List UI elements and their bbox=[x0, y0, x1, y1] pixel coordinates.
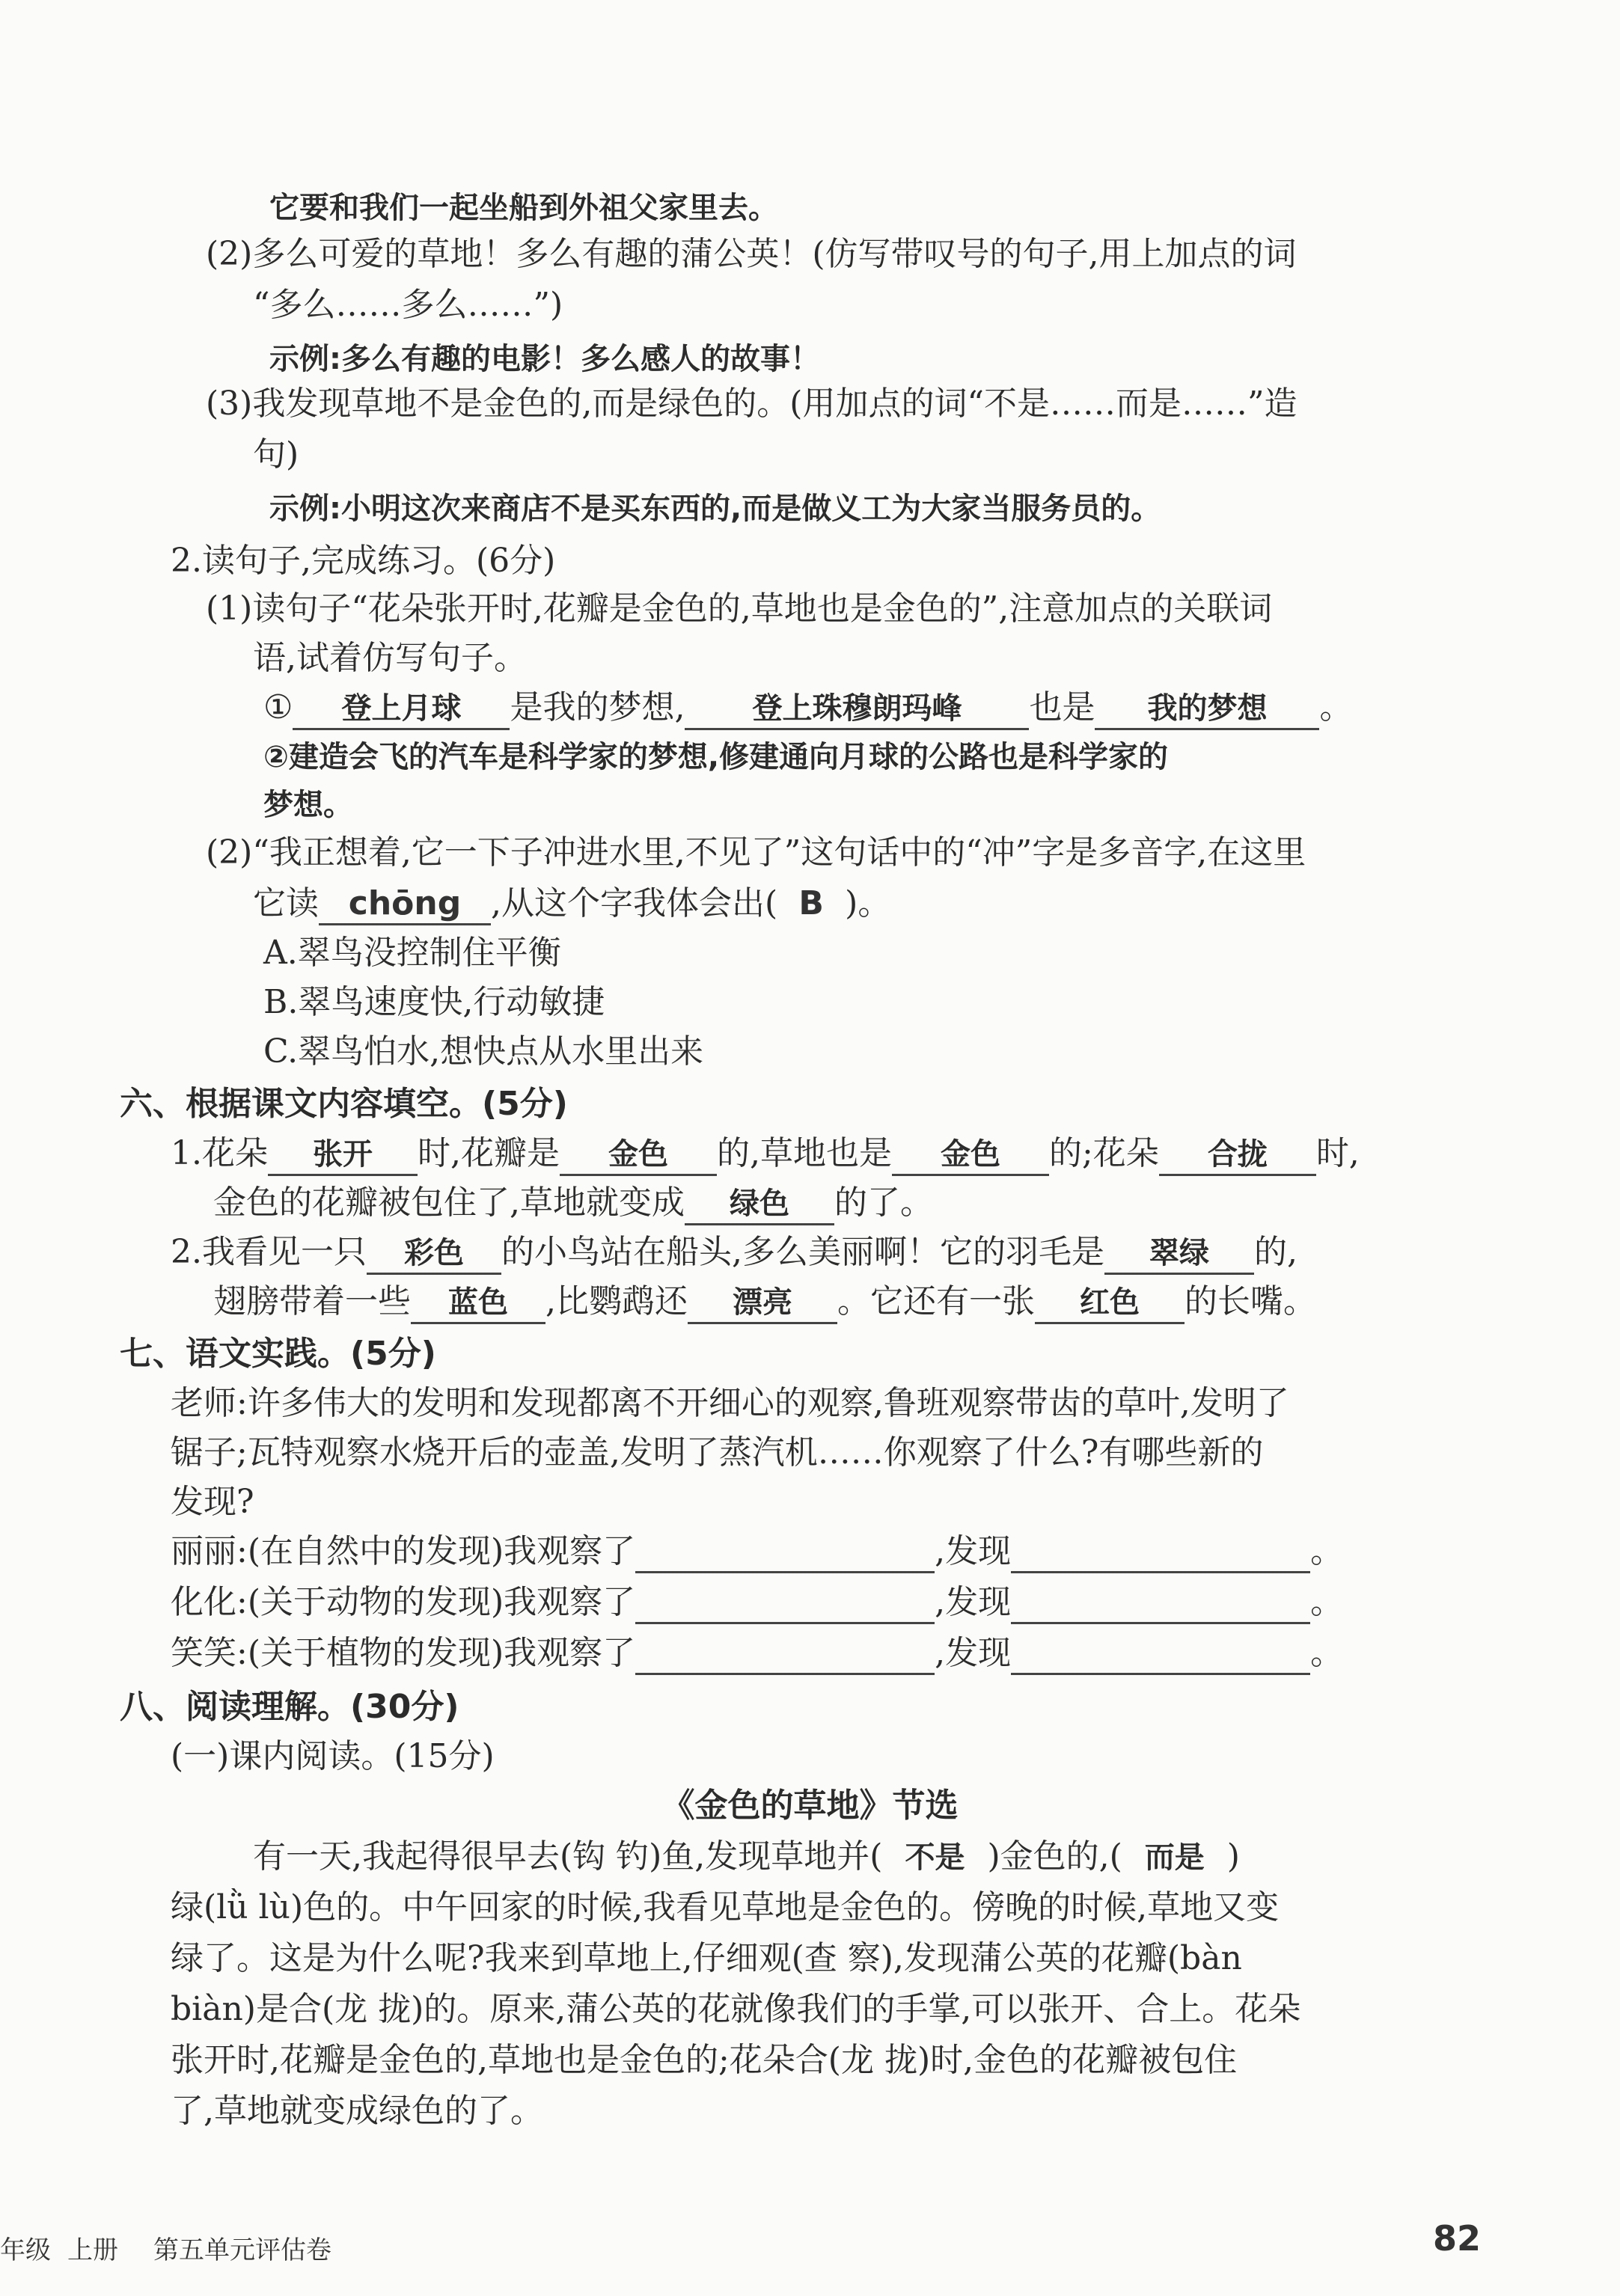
fill-mid2: 也是 bbox=[1029, 688, 1095, 726]
blank-helong: 合拢 bbox=[1159, 1135, 1316, 1176]
sec6-text: 翅膀带着一些 bbox=[213, 1282, 411, 1320]
answer-ershi: 而是 bbox=[1144, 1840, 1205, 1875]
q3-prompt-line1: (3)我发现草地不是金色的,而是绿色的。(用加点的词“不是……而是……”造 bbox=[206, 385, 1297, 423]
row-label: 笑笑:(关于植物的发现)我观察了 bbox=[171, 1634, 636, 1672]
blank-lvse: 绿色 bbox=[685, 1184, 834, 1225]
sec6-line1 bbox=[171, 1131, 1360, 1176]
sec2-p2-line2 bbox=[253, 881, 890, 926]
row-found: ,发现 bbox=[935, 1532, 1012, 1570]
row-end: 。 bbox=[1310, 1583, 1344, 1621]
sec6-text: 。它还有一张 bbox=[837, 1282, 1035, 1320]
footer-volume: 上册 bbox=[67, 2235, 118, 2265]
option-b: B.翠鸟速度快,行动敏捷 bbox=[263, 983, 605, 1021]
p2-pre: 它读 bbox=[253, 884, 319, 922]
passage-title: 《金色的草地》节选 bbox=[661, 1787, 959, 1825]
sec6-text: ,比鹦鹉还 bbox=[545, 1282, 688, 1320]
sec6-text: 时,花瓣是 bbox=[417, 1134, 560, 1172]
passage-text: )金色的,( bbox=[987, 1837, 1122, 1876]
p2-end: )。 bbox=[845, 884, 891, 922]
sec7-row3 bbox=[171, 1631, 1343, 1676]
sec6-title: 六、根据课文内容填空。(5分) bbox=[120, 1085, 568, 1123]
sec2-title: 2.读句子,完成练习。(6分) bbox=[171, 542, 556, 580]
p2-mid: ,从这个字我体会出( bbox=[491, 884, 778, 922]
sec7-title: 七、语文实践。(5分) bbox=[120, 1335, 436, 1373]
sec6-line4 bbox=[213, 1279, 1316, 1324]
blank-jinse2: 金色 bbox=[892, 1135, 1049, 1176]
sec2-fill-row bbox=[263, 685, 1352, 730]
sec2-p1-line1: (1)读句子“花朵张开时,花瓣是金色的,草地也是金色的”,注意加点的关联词 bbox=[206, 590, 1273, 628]
pinyin-blank: chōng bbox=[319, 884, 491, 925]
sec7-row2 bbox=[171, 1580, 1343, 1625]
blank-caise: 彩色 bbox=[367, 1234, 501, 1275]
blank-observe1[interactable] bbox=[635, 1532, 935, 1573]
sec6-text: 1.花朵 bbox=[171, 1134, 268, 1172]
passage-line5: 张开时,花瓣是金色的,草地也是金色的;花朵合(龙 拢)时,金色的花瓣被包住 bbox=[171, 2041, 1238, 2079]
row-end: 。 bbox=[1310, 1634, 1344, 1672]
sec7-para2: 锯子;瓦特观察水烧开后的壶盖,发明了蒸汽机……你观察了什么?有哪些新的 bbox=[171, 1433, 1264, 1472]
blank-cuilv: 翠绿 bbox=[1104, 1234, 1254, 1275]
sec7-row1 bbox=[171, 1529, 1343, 1574]
blank-observe3[interactable] bbox=[635, 1634, 935, 1675]
sec6-text: 的了。 bbox=[834, 1184, 933, 1222]
passage-line2: 绿(lǜ lù)色的。中午回家的时候,我看见草地是金色的。傍晚的时候,草地又变 bbox=[171, 1888, 1280, 1926]
row-found: ,发现 bbox=[935, 1634, 1012, 1672]
passage-text: 有一天,我起得很早去(钩 钓)鱼,发现草地并( bbox=[253, 1837, 883, 1876]
sec6-line3 bbox=[171, 1230, 1297, 1275]
sec6-text: 2.我看见一只 bbox=[171, 1233, 367, 1271]
row-found: ,发现 bbox=[935, 1583, 1012, 1621]
option-c: C.翠鸟怕水,想快点从水里出来 bbox=[263, 1032, 704, 1071]
passage-line3: 绿了。这是为什么呢?我来到草地上,仔细观(查 察),发现蒲公英的花瓣(bàn bbox=[171, 1939, 1242, 1977]
blank-jinse1: 金色 bbox=[560, 1135, 717, 1176]
sec6-text: 的, bbox=[1253, 1233, 1297, 1271]
passage-line6: 了,草地就变成绿色的了。 bbox=[171, 2092, 543, 2130]
option-a: A.翠鸟没控制住平衡 bbox=[263, 934, 561, 972]
q2-prompt-line2: “多么……多么……”) bbox=[253, 286, 563, 324]
q3-prompt-line2: 句) bbox=[253, 435, 299, 474]
sec6-text: 时, bbox=[1315, 1134, 1360, 1172]
blank-piaoliang: 漂亮 bbox=[688, 1283, 837, 1324]
fill-blank-c: 我的梦想 bbox=[1095, 689, 1319, 730]
row-label: 化化:(关于动物的发现)我观察了 bbox=[171, 1583, 636, 1621]
sec2-answer2-line2: 梦想。 bbox=[263, 788, 353, 822]
blank-found1[interactable] bbox=[1011, 1532, 1310, 1573]
blank-hongse: 红色 bbox=[1035, 1283, 1185, 1324]
sec6-line2 bbox=[213, 1181, 933, 1225]
sec2-answer2-line1: ②建造会飞的汽车是科学家的梦想,修建通向月球的公路也是科学家的 bbox=[263, 740, 1169, 774]
blank-zhangkai: 张开 bbox=[268, 1135, 418, 1176]
footer-grade: 年级 bbox=[0, 2235, 51, 2265]
sec8-subtitle: (一)课内阅读。(15分) bbox=[171, 1737, 495, 1775]
sec6-text: 的长嘴。 bbox=[1185, 1282, 1316, 1320]
sec7-para3: 发现? bbox=[171, 1483, 254, 1521]
fill-blank-a: 登上月球 bbox=[293, 689, 510, 730]
page-number: 82 bbox=[1433, 2218, 1482, 2259]
sec6-text: 的小鸟站在船头,多么美丽啊！它的羽毛是 bbox=[501, 1233, 1104, 1271]
q2-answer: 示例:多么有趣的电影！多么感人的故事！ bbox=[269, 342, 820, 376]
row-label: 丽丽:(在自然中的发现)我观察了 bbox=[171, 1532, 636, 1570]
q2-prompt-line1: (2)多么可爱的草地！多么有趣的蒲公英！(仿写带叹号的句子,用上加点的词 bbox=[206, 235, 1297, 273]
blank-observe2[interactable] bbox=[635, 1583, 935, 1624]
sec7-para1: 老师:许多伟大的发明和发现都离不开细心的观察,鲁班观察带齿的草叶,发明了 bbox=[171, 1384, 1289, 1422]
passage-line1 bbox=[253, 1834, 1240, 1880]
choice-answer: B bbox=[798, 884, 824, 922]
sec6-text: 金色的花瓣被包住了,草地就变成 bbox=[213, 1184, 685, 1222]
fill-end: 。 bbox=[1319, 688, 1353, 726]
q3-answer: 示例:小明这次来商店不是买东西的,而是做义工为大家当服务员的。 bbox=[269, 492, 1161, 526]
sec8-title: 八、阅读理解。(30分) bbox=[120, 1688, 459, 1726]
blank-found2[interactable] bbox=[1011, 1583, 1310, 1624]
sec6-text: 的,草地也是 bbox=[716, 1134, 892, 1172]
q1-answer: 它要和我们一起坐船到外祖父家里去。 bbox=[269, 191, 778, 225]
row-end: 。 bbox=[1310, 1532, 1344, 1570]
sec2-p2-line1: (2)“我正想着,它一下子冲进水里,不见了”这句话中的“冲”字是多音字,在这里 bbox=[206, 833, 1306, 872]
fill-prefix: ① bbox=[263, 688, 293, 726]
blank-found3[interactable] bbox=[1011, 1634, 1310, 1675]
passage-text: ) bbox=[1226, 1837, 1240, 1876]
sec2-p1-line2: 语,试着仿写句子。 bbox=[253, 639, 527, 677]
footer-unit: 第五单元评估卷 bbox=[153, 2235, 331, 2265]
passage-line4: biàn)是合(龙 拢)的。原来,蒲公英的花就像我们的手掌,可以张开、合上。花朵 bbox=[171, 1990, 1301, 2028]
answer-bushi: 不是 bbox=[905, 1840, 965, 1875]
sec6-text: 的;花朵 bbox=[1048, 1134, 1159, 1172]
fill-mid1: 是我的梦想, bbox=[510, 688, 685, 726]
blank-lanse: 蓝色 bbox=[411, 1283, 545, 1324]
fill-blank-b: 登上珠穆朗玛峰 bbox=[685, 689, 1029, 730]
